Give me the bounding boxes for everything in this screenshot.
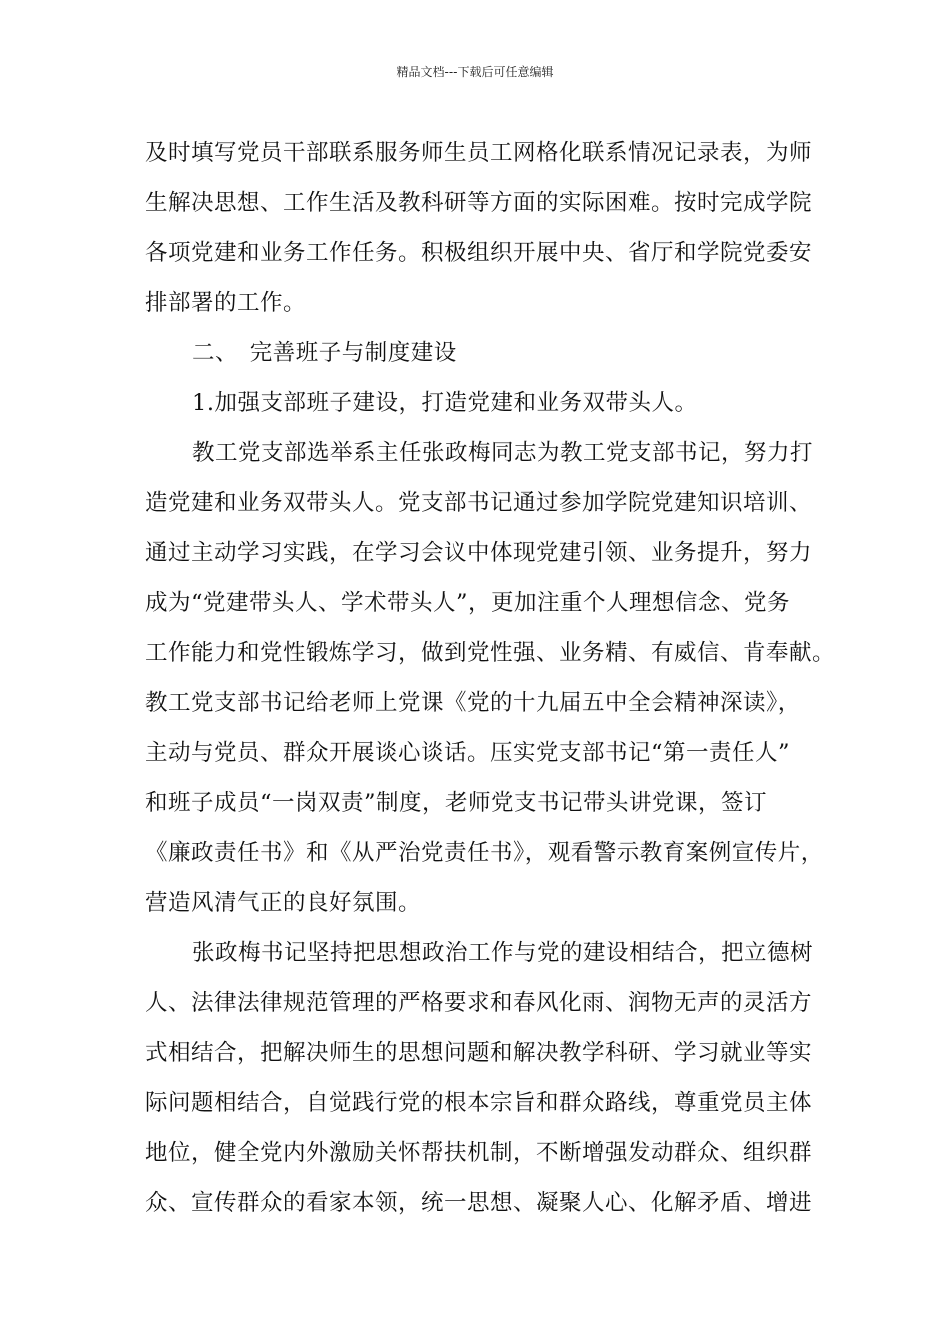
paragraph-start: 张政梅书记坚持把思想政治工作与党的建设相结合，把立德树: [192, 940, 814, 966]
text-line: 排部署的工作。: [145, 290, 307, 316]
text-line: 教工党支部书记给老师上党课《党的十九届五中全会精神深读》，: [145, 690, 801, 716]
text-line: 《廉政责任书》和《从严治党责任书》，观看警示教育案例宣传片，: [145, 840, 824, 866]
text-line: 众、宣传群众的看家本领，统一思想、凝聚人心、化解矛盾、增进: [145, 1190, 813, 1216]
document-body: [145, 128, 836, 1228]
text-line: 地位，健全党内外激励关怀帮扶机制，不断增强发动群众、组织群: [145, 1140, 813, 1166]
text-line: 造党建和业务双带头人。党支部书记通过参加学院党建知识培训、: [145, 490, 813, 516]
text-line: 主动与党员、群众开展谈心谈话。压实党支部书记“第一责任人”: [145, 740, 791, 766]
text-line: 生解决思想、工作生活及教科研等方面的实际困难。按时完成学院: [145, 190, 813, 216]
text-line: 工作能力和党性锻炼学习，做到党性强、业务精、有威信、肯奉献。: [145, 640, 836, 666]
text-line: 成为“党建带头人、学术带头人”，更加注重个人理想信念、党务: [145, 590, 791, 616]
page-header: 精品文档---下载后可任意编辑: [396, 65, 554, 79]
paragraph-start: 教工党支部选举系主任张政梅同志为教工党支部书记，努力打: [192, 440, 814, 466]
text-line: 际问题相结合，自觉践行党的根本宗旨和群众路线，尊重党员主体: [145, 1090, 813, 1116]
subsection-heading: 1.加强支部班子建设，打造党建和业务双带头人。: [192, 390, 698, 416]
text-line: 通过主动学习实践，在学习会议中体现党建引领、业务提升，努力: [145, 540, 813, 566]
text-line: 式相结合，把解决师生的思想问题和解决教学科研、学习就业等实: [145, 1040, 813, 1066]
text-line: 营造风清气正的良好氛围。: [145, 890, 422, 916]
text-line: 及时填写党员干部联系服务师生员工网格化联系情况记录表，为师: [145, 140, 813, 166]
text-line: 和班子成员“一岗双责”制度，老师党支书记带头讲党课，签订: [145, 790, 768, 816]
section-heading: 二、 完善班子与制度建设: [192, 340, 457, 366]
text-line: 人、法律法律规范管理的严格要求和春风化雨、润物无声的灵活方: [145, 990, 813, 1016]
text-line: 各项党建和业务工作任务。积极组织开展中央、省厅和学院党委安: [145, 240, 813, 266]
